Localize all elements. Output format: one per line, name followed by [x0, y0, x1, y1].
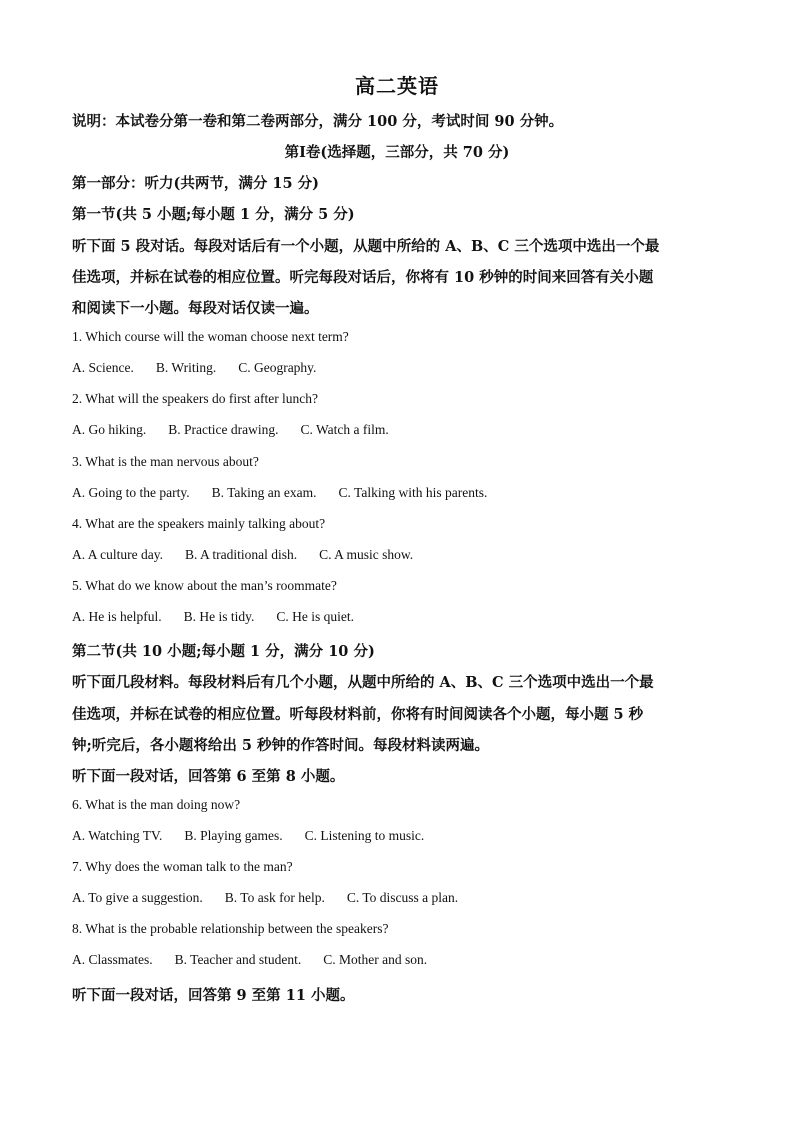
section1-instruction-line: 佳选项，并标在试卷的相应位置。听完每段对话后，你将有 10 秒钟的时间来回答有关小题 — [72, 269, 654, 286]
options-3 — [72, 485, 487, 501]
option-a: A. To give a suggestion. — [72, 890, 203, 905]
dialog-instruction: 听下面一段对话，回答第 6 至第 8 小题。 — [72, 768, 345, 785]
option-b: B. Playing games. — [184, 828, 283, 843]
option-b: B. Teacher and student. — [174, 952, 302, 967]
options-8 — [72, 952, 427, 968]
section1-instruction-line: 听下面 5 段对话。每段对话后有一个小题，从题中所给的 A、B、C 三个选项中选出一个最 — [72, 238, 660, 255]
option-a: A. Watching TV. — [72, 828, 163, 843]
question-5: 5. What do we know about the man’s roommate? — [72, 578, 337, 593]
option-b: B. A traditional dish. — [184, 547, 298, 562]
option-b: B. He is tidy. — [183, 609, 255, 624]
option-b: B. To ask for help. — [224, 890, 325, 905]
question-1: 1. Which course will the woman choose next term? — [72, 329, 349, 344]
section2-instruction-line: 钟;听完后，各小题将给出 5 秒钟的作答时间。每段材料读两遍。 — [72, 737, 490, 754]
section2-heading: 第二节(共 10 小题;每小题 1 分，满分 10 分) — [72, 643, 375, 660]
option-c: C. Geography. — [238, 360, 317, 375]
option-a: A. Going to the party. — [72, 485, 190, 500]
dialog-instruction: 听下面一段对话，回答第 9 至第 11 小题。 — [72, 987, 355, 1004]
options-4 — [72, 547, 413, 563]
option-b: B. Writing. — [155, 360, 217, 375]
question-3: 3. What is the man nervous about? — [72, 454, 259, 469]
option-c: C. To discuss a plan. — [346, 890, 459, 905]
page-title: 高二英语 — [355, 74, 439, 98]
option-b: B. Practice drawing. — [168, 422, 279, 437]
section2-instruction-line: 听下面几段材料。每段材料后有几个小题，从题中所给的 A、B、C 三个选项中选出一个最 — [72, 674, 654, 691]
question-8: 8. What is the probable relationship between the speakers? — [72, 921, 389, 936]
option-c: C. A music show. — [319, 547, 414, 562]
volume-heading: 第Ⅰ卷(选择题，三部分，共 70 分) — [284, 144, 510, 161]
part1-heading: 第一部分：听力(共两节，满分 15 分) — [72, 175, 319, 192]
options-6 — [72, 828, 424, 844]
option-c: C. Watch a film. — [300, 422, 389, 437]
question-4: 4. What are the speakers mainly talking about? — [72, 516, 326, 531]
option-c: C. Listening to music. — [304, 828, 425, 843]
option-a: A. He is helpful. — [72, 609, 162, 624]
question-6: 6. What is the man doing now? — [72, 797, 241, 812]
options-7 — [72, 890, 458, 906]
option-c: C. Talking with his parents. — [338, 485, 488, 500]
exam-note: 说明：本试卷分第一卷和第二卷两部分，满分 100 分，考试时间 90 分钟。 — [72, 113, 564, 130]
options-2 — [72, 422, 389, 438]
option-a: A. Classmates. — [72, 952, 153, 967]
option-c: C. Mother and son. — [323, 952, 428, 967]
question-7: 7. Why does the woman talk to the man? — [72, 859, 293, 874]
option-c: C. He is quiet. — [276, 609, 354, 624]
options-1 — [72, 360, 316, 376]
option-a: A. A culture day. — [72, 547, 163, 562]
section1-instruction-line: 和阅读下一小题。每段对话仅读一遍。 — [72, 300, 319, 317]
option-b: B. Taking an exam. — [211, 485, 317, 500]
question-2: 2. What will the speakers do first after lunch? — [72, 391, 319, 406]
section2-instruction-line: 佳选项，并标在试卷的相应位置。听每段材料前，你将有时间阅读各个小题，每小题 5 秒 — [72, 706, 644, 723]
option-a: A. Go hiking. — [72, 422, 147, 437]
section1-heading: 第一节(共 5 小题;每小题 1 分，满分 5 分) — [72, 206, 355, 223]
option-a: A. Science. — [72, 360, 134, 375]
options-5 — [72, 609, 354, 625]
